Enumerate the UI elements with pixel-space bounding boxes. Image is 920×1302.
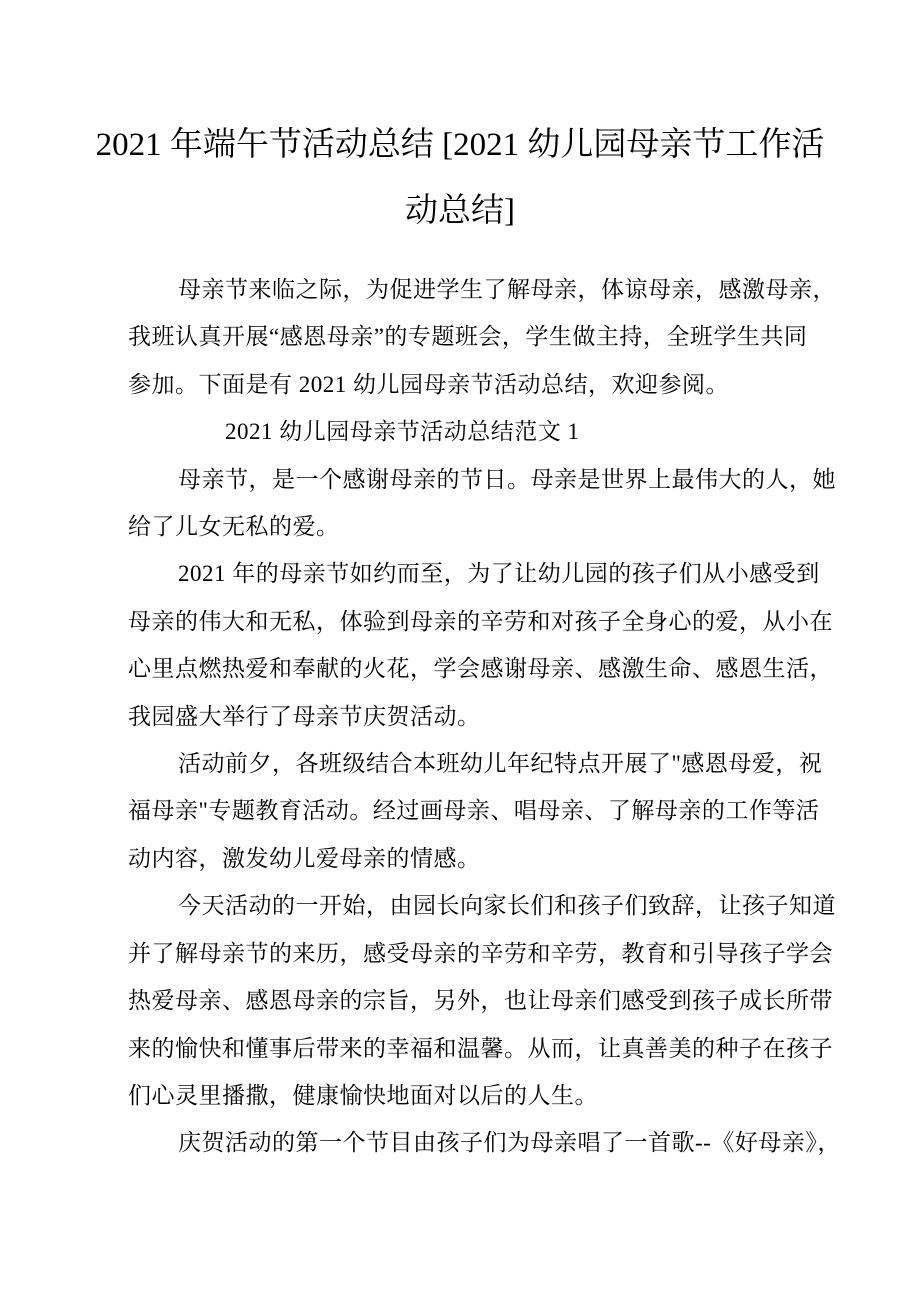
paragraph-line: 今天活动的一开始，由园长向家长们和孩子们致辞，让孩子知道: [178, 893, 836, 919]
paragraph-line: 庆贺活动的第一个节目由孩子们为母亲唱了一首歌--《好母亲》，: [178, 1130, 841, 1156]
document-title-line-2: 动总结]: [405, 193, 515, 229]
paragraph-line: 并了解母亲节的来历，感受母亲的辛劳和辛劳，教育和引导孩子学会: [128, 940, 833, 966]
paragraph-line: 热爱母亲、感恩母亲的宗旨，另外，也让母亲们感受到孩子成长所带: [128, 988, 833, 1014]
paragraph-line: 动内容，激发幼儿爱母亲的情感。: [128, 845, 481, 871]
paragraph-line: 来的愉快和懂事后带来的幸福和温馨。从而，让真善美的种子在孩子: [128, 1035, 833, 1061]
paragraph-line: 我园盛大举行了母亲节庆贺活动。: [128, 703, 481, 729]
paragraph-line: 参加。下面是有 2021 幼儿园母亲节活动总结，欢迎参阅。: [128, 371, 729, 397]
document-title-line-1: 2021 年端午节活动总结 [2021 幼儿园母亲节工作活: [95, 127, 825, 163]
paragraph-line: 们心灵里播撒，健康愉快地面对以后的人生。: [128, 1082, 598, 1108]
document-title: [88, 112, 832, 244]
paragraph-line: 母亲的伟大和无私，体验到母亲的辛劳和对孩子全身心的爱，从小在: [128, 608, 833, 634]
paragraph-line: 2021 年的母亲节如约而至，为了让幼儿园的孩子们从小感受到: [178, 561, 820, 587]
section-heading-line: 2021 幼儿园母亲节活动总结范文 1: [225, 419, 580, 445]
paragraph-line: 母亲节，是一个感谢母亲的节日。母亲是世界上最伟大的人，她: [178, 466, 836, 492]
paragraph-line: 我班认真开展“感恩母亲”的专题班会，学生做主持，全班学生共同: [128, 324, 808, 350]
document-body: [128, 266, 841, 1167]
paragraph-line: 活动前夕，各班级结合本班幼儿年纪特点开展了"感恩母爱，祝: [178, 751, 823, 777]
paragraph-line: 母亲节来临之际，为促进学生了解母亲，体谅母亲，感激母亲，: [178, 277, 836, 302]
paragraph-line: 福母亲"专题教育活动。经过画母亲、唱母亲、了解母亲的工作等活: [128, 798, 820, 824]
paragraph-line: 给了儿女无私的爱。: [128, 514, 340, 540]
paragraph-line: 心里点燃热爱和奉献的火花，学会感谢母亲、感激生命、感恩生活，: [128, 656, 833, 682]
